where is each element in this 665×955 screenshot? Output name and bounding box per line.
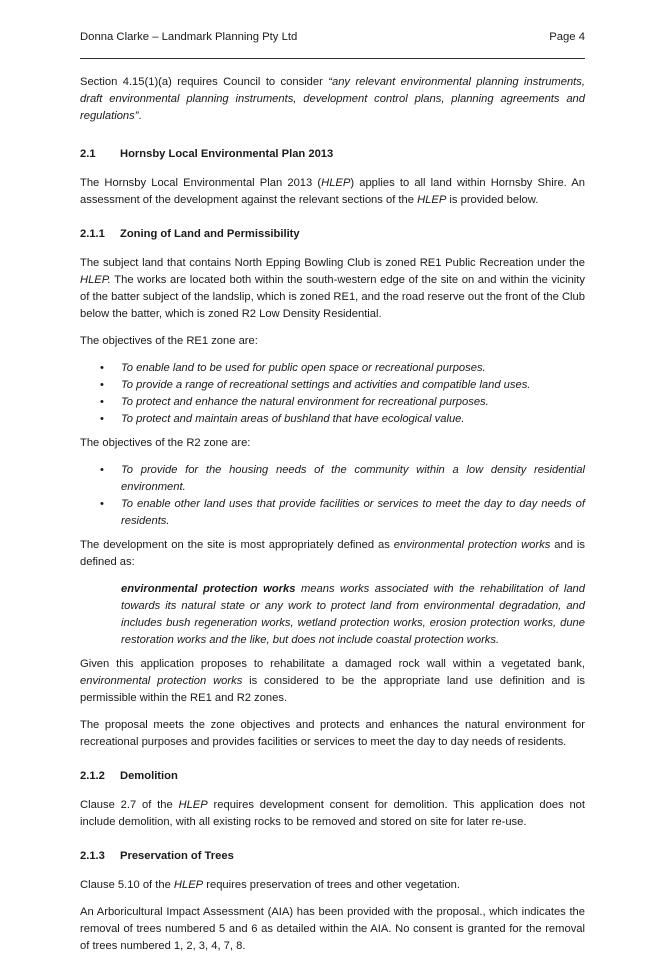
list-item: • To enable land to be used for public open space or recreational purposes. bbox=[100, 362, 486, 374]
list-item: • To provide a range of recreational settings and activities and compatible land uses. bbox=[100, 379, 531, 391]
paragraph: An Arboricultural Impact Assessment (AIA) has been provided with the proposal., which indicates the removal of trees numbered 5 and 6 as detailed within the AIA. No consent is granted for the removal of trees numbered 1, 2, 3, 4, 7, 8. bbox=[80, 906, 585, 952]
definition-block: environmental protection works means works associated with the rehabilitation of land towards its natural state or any work to protect land from environmental degradation, and includes bush regeneration works, wetland protection works, erosion protection works, dune restoration works and the like, but does not include coastal protection works. bbox=[121, 583, 585, 646]
re1-objectives-list bbox=[80, 360, 585, 428]
paragraph: The proposal meets the zone objectives and protects and enhances the natural environment for recreational purposes and provides facilities or services to meet the day to day needs of residents. bbox=[80, 719, 585, 748]
paragraph: The Hornsby Local Environmental Plan 2013 (HLEP) applies to all land within Hornsby Shire. An assessment of the development against the relevant sections of the HLEP is provided below. bbox=[80, 177, 585, 206]
list-item: • To protect and maintain areas of bushland that have ecological value. bbox=[100, 413, 465, 425]
list-item: • To provide for the housing needs of the community within a low density residential environment. bbox=[100, 464, 585, 493]
intro-paragraph: Section 4.15(1)(a) requires Council to consider “any relevant environmental planning instruments, draft environmental planning instruments, development control plans, planning agreements and regulations”. bbox=[80, 76, 585, 122]
paragraph: The objectives of the R2 zone are: bbox=[80, 437, 251, 449]
section-heading-2-1-1: 2.1.1 Zoning of Land and Permissibility bbox=[80, 228, 300, 240]
paragraph: Given this application proposes to rehabilitate a damaged rock wall within a vegetated bank, environmental protection works is considered to be the appropriate land use definition and is permissible within the RE1 and R2 zones. bbox=[80, 658, 585, 704]
section-heading-2-1-2: 2.1.2 Demolition bbox=[80, 770, 178, 782]
section-heading-2-1: 2.1 Hornsby Local Environmental Plan 2013 bbox=[80, 148, 334, 160]
r2-objectives-list bbox=[80, 462, 585, 530]
paragraph: The objectives of the RE1 zone are: bbox=[80, 335, 258, 347]
paragraph: The development on the site is most appropriately defined as environmental protection works and is defined as: bbox=[80, 539, 585, 568]
list-item: • To protect and enhance the natural environment for recreational purposes. bbox=[100, 396, 489, 408]
paragraph: The subject land that contains North Epping Bowling Club is zoned RE1 Public Recreation under the HLEP. The works are located both within the south-western edge of the site on and within the vicinity of the batter subject of the landslip, which is zoned RE1, and the road reserve out the front of the Club below the batter, which is zoned R2 Low Density Residential. bbox=[80, 257, 585, 320]
header-author: Donna Clarke – Landmark Planning Pty Ltd bbox=[80, 31, 298, 43]
document-body bbox=[80, 74, 585, 955]
page-header bbox=[80, 30, 585, 59]
paragraph: Clause 5.10 of the HLEP requires preservation of trees and other vegetation. bbox=[80, 879, 460, 891]
paragraph: Clause 2.7 of the HLEP requires development consent for demolition. This application does not include demolition, with all existing rocks to be removed and stored on site for later re-use. bbox=[80, 799, 585, 828]
list-item: • To enable other land uses that provide facilities or services to meet the day to day needs of residents. bbox=[100, 498, 585, 527]
page-number: Page 4 bbox=[549, 31, 585, 43]
section-heading-2-1-3: 2.1.3 Preservation of Trees bbox=[80, 850, 234, 862]
